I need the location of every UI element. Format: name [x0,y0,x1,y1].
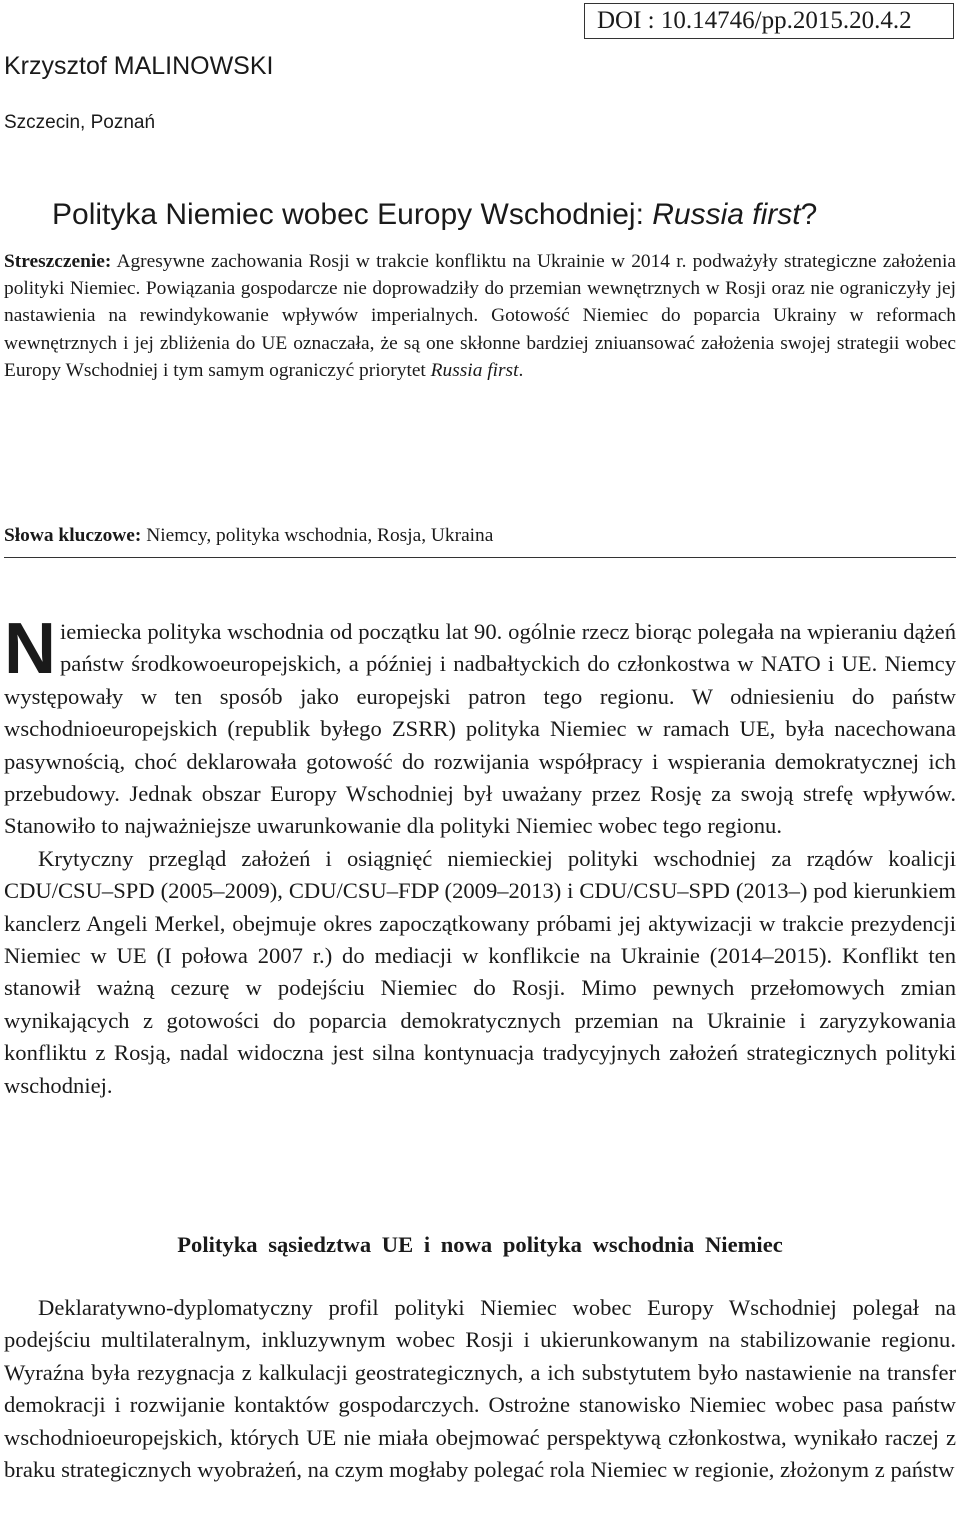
section-body [4,1292,956,1486]
keywords [4,522,956,549]
body-paragraph-1-text: iemiecka polityka wschodnia od początku lat 90. ogólnie rzecz biorąc polegała na wpieraniu dążeń państw środkowoeuropejskich, a później i nadbałtyckich do członkostwa w NATO i UE. Niemcy występowały w ten sposób jako europejski patron tego regionu. W odniesieniu do państw wschodnioeuropejskich (republik byłego ZSRR) polityka Niemiec w ramach UE, była nacechowana pasywnością, choć deklarowała gotowość do rozwijania współpracy i wspierania demokratycznej ich przebudowy. Jednak obszar Europy Wschodniej był uważany przez Rosję za swoją strefę wpływów. Stanowiło to najważniejsze uwarunkowanie dla polityki Niemiec wobec tego regionu. [4,619,956,839]
keywords-text: Niemcy, polityka wschodnia, Rosja, Ukraina [141,525,494,546]
author-affiliation: Szczecin, Poznań [4,112,156,133]
section-paragraph-1: Deklaratywno-dyplomatyczny profil polityki Niemiec wobec Europy Wschodniej polegał na podejściu multilateralnym, inkluzywnym wobec Rosji i ukierunkowanym na stabilizowanie regionu. Wyraźna była rezygnacja z kalkulacji geostrategicznych, a ich substytutem było nastawienie na transfer demokracji i rozwijanie kontaktów gospodarczych. Ostrożne stanowisko Niemiec wobec pasa państw wschodnioeuropejskich, których UE nie miała obejmować perspektywą członkostwa, wynikało raczej z braku strategicznych wyobrażeń, na czym mogłaby polegać rola Niemiec w regionie, złożonym z państw [4,1295,956,1483]
body-paragraph-1 [4,609,956,843]
abstract-label: Streszczenie: [4,251,112,272]
title-main: Polityka Niemiec wobec Europy Wschodniej: [52,198,653,231]
title-italic: Russia first [652,198,801,231]
drop-cap: N [4,609,56,689]
doi-box [584,3,954,39]
abstract-italic: Russia first [430,359,519,381]
title-end: ? [800,198,818,231]
section-heading: Polityka sąsiedztwa UE i nowa polityka wschodnia Niemiec [177,1232,783,1257]
body-paragraph-2: Krytyczny przegląd założeń i osiągnięć niemieckiej polityki wschodniej za rządów koalicji CDU/CSU–SPD (2005–2009), CDU/CSU–FDP (2009–2013) i CDU/CSU–SPD (2013–) pod kierunkiem kanclerz Angeli Merkel, obejmuje okres zapoczątkowany próbami jej aktywizacji w trakcie prezydencji Niemiec w UE (I połowa 2007 r.) do mediacji w konflikcie na Ukrainie (2014–2015). Konflikt ten stanowił ważną cezurę w podejściu Niemiec do Rosji. Mimo pewnych przełomowych zmian wynikających z gotowości do poparcia demokratycznych przemian na Ukrainie i zaryzykowania konfliktu z Rosją, nadal widoczna jest silna kontynuacja tradycyjnych założeń strategicznych polityki wschodniej. [4,845,956,1098]
keywords-label: Słowa kluczowe: [4,525,142,546]
author-name: Krzysztof MALINOWSKI [4,52,274,80]
abstract [4,248,956,384]
doi-text: DOI : 10.14746/pp.2015.20.4.2 [597,7,912,34]
divider-rule [4,557,956,558]
body-intro [4,609,956,1102]
article-title [52,198,960,232]
abstract-text: Agresywne zachowania Rosji w trakcie konfliktu na Ukrainie w 2014 r. podważyły strategiczne założenia polityki Niemiec. Powiązania gospodarcze nie doprowadziły do przemian wewnętrznych w Rosji oraz nie ograniczyły jej nastawienia na rewindykowanie wpływów imperialnych. Gotowość Niemiec do poparcia Ukrainy w reformach wewnętrznych i jej zbliżenia do UE oznaczała, że są one skłonne bardziej zniuansować założenia swojej strategii wobec Europy Wschodniej i tym samym ograniczyć priorytet [4,251,956,381]
abstract-period: . [518,359,524,381]
